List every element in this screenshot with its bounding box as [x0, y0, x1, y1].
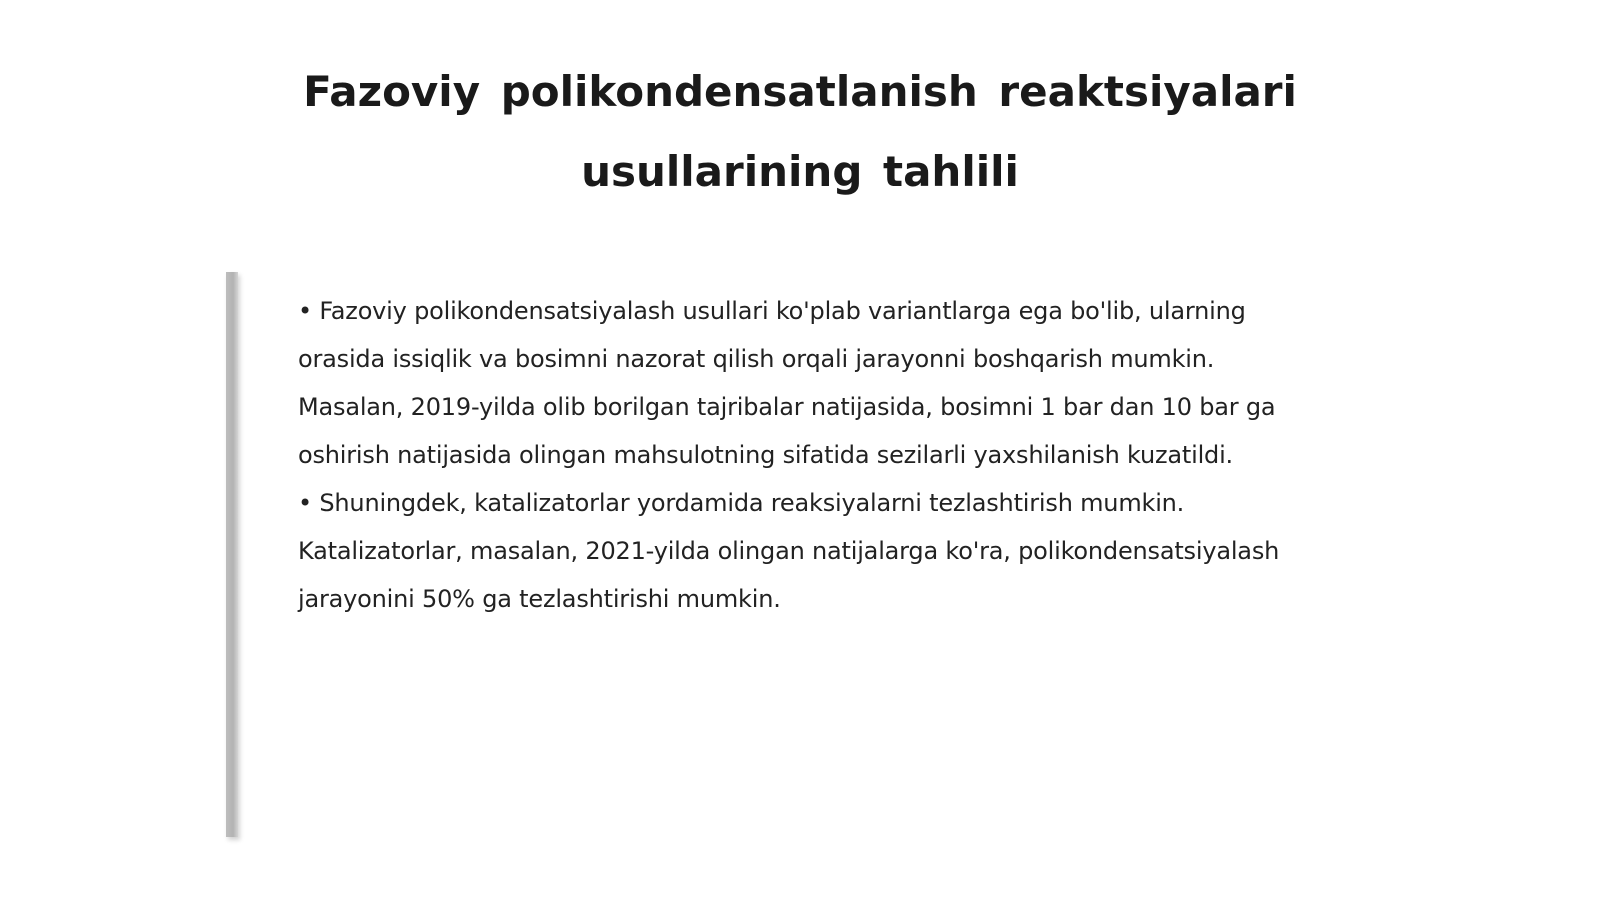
slide-title: [200, 52, 1400, 212]
slide-title-line-2: usullarining tahlili: [581, 147, 1019, 196]
slide-title-line-1: Fazoviy polikondensatlanish reaktsiyalari: [303, 67, 1297, 116]
bullet-paragraph-1: • Fazoviy polikondensatsiyalash usullari ko'plab variantlarga ega bo'lib, ularning orasida issiqlik va bosimni nazorat qilish orqali jarayonni boshqarish mumkin. Masalan, 2019-yilda olib borilgan tajribalar natijasida, bosimni 1 bar dan 10 bar ga oshirish natijasida olingan mahsulotning sifatida sezilarli yaxshilanish kuzatildi.: [298, 297, 1276, 469]
accent-bar: [226, 272, 238, 837]
bullet-paragraph-2: • Shuningdek, katalizatorlar yordamida reaksiyalarni tezlashtirish mumkin. Katalizatorlar, masalan, 2021-yilda olingan natijalarga ko'ra, polikondensatsiyalash jarayonini 50% ga tezlashtirishi mumkin.: [298, 489, 1280, 613]
slide-body: [298, 287, 1318, 623]
